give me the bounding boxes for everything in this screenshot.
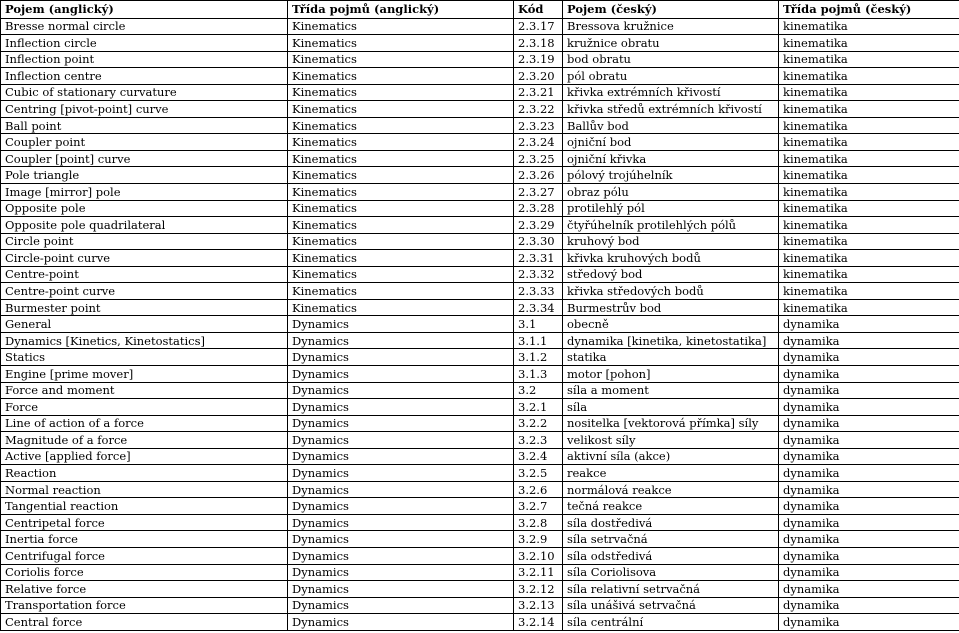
- cell-term-en: Central force: [1, 614, 288, 631]
- table-row: [1, 250, 959, 267]
- cell-code: 2.3.24: [514, 134, 563, 151]
- cell-class-en: Kinematics: [288, 117, 514, 134]
- cell-class-cz: kinematika: [779, 217, 959, 234]
- cell-term-en: Centre-point: [1, 266, 288, 283]
- cell-term-en: Engine [prime mover]: [1, 365, 288, 382]
- cell-class-en: Dynamics: [288, 481, 514, 498]
- cell-class-cz: dynamika: [779, 614, 959, 631]
- cell-term-cz: kružnice obratu: [563, 35, 779, 52]
- cell-term-cz: křivka středů extrémních křivostí: [563, 101, 779, 118]
- cell-term-cz: obraz pólu: [563, 183, 779, 200]
- cell-term-en: Tangential reaction: [1, 498, 288, 515]
- cell-class-cz: dynamika: [779, 415, 959, 432]
- cell-term-cz: síla relativní setrvačná: [563, 581, 779, 598]
- cell-term-cz: síla odstředivá: [563, 548, 779, 565]
- table-row: [1, 233, 959, 250]
- cell-class-cz: kinematika: [779, 134, 959, 151]
- cell-term-cz: Ballův bod: [563, 117, 779, 134]
- cell-code: 3.2: [514, 382, 563, 399]
- cell-term-en: Centrifugal force: [1, 548, 288, 565]
- table-row: [1, 18, 959, 35]
- table-row: [1, 531, 959, 548]
- cell-class-cz: kinematika: [779, 150, 959, 167]
- cell-term-en: Inertia force: [1, 531, 288, 548]
- cell-class-en: Kinematics: [288, 183, 514, 200]
- table-row: [1, 614, 959, 631]
- cell-term-en: Coriolis force: [1, 564, 288, 581]
- cell-class-cz: kinematika: [779, 68, 959, 85]
- table-row: [1, 514, 959, 531]
- table-row: [1, 432, 959, 449]
- cell-class-en: Dynamics: [288, 581, 514, 598]
- cell-class-en: Kinematics: [288, 150, 514, 167]
- cell-class-en: Kinematics: [288, 233, 514, 250]
- cell-class-cz: kinematika: [779, 84, 959, 101]
- table-row: [1, 332, 959, 349]
- cell-code: 3.2.10: [514, 548, 563, 565]
- cell-term-en: Centripetal force: [1, 514, 288, 531]
- cell-code: 2.3.20: [514, 68, 563, 85]
- cell-class-en: Kinematics: [288, 18, 514, 35]
- cell-term-cz: síla unášivá setrvačná: [563, 597, 779, 614]
- cell-term-en: Force: [1, 399, 288, 416]
- cell-code: 3.1: [514, 316, 563, 333]
- cell-code: 3.2.7: [514, 498, 563, 515]
- cell-code: 3.2.14: [514, 614, 563, 631]
- cell-code: 2.3.21: [514, 84, 563, 101]
- cell-class-en: Dynamics: [288, 614, 514, 631]
- cell-code: 3.2.13: [514, 597, 563, 614]
- cell-class-en: Kinematics: [288, 51, 514, 68]
- cell-code: 3.2.1: [514, 399, 563, 416]
- cell-term-cz: reakce: [563, 465, 779, 482]
- cell-term-en: Relative force: [1, 581, 288, 598]
- cell-class-cz: kinematika: [779, 167, 959, 184]
- cell-term-cz: motor [pohon]: [563, 365, 779, 382]
- table-header: [1, 1, 959, 19]
- cell-class-cz: kinematika: [779, 51, 959, 68]
- cell-term-en: Cubic of stationary curvature: [1, 84, 288, 101]
- cell-term-cz: středový bod: [563, 266, 779, 283]
- cell-term-en: Coupler [point] curve: [1, 150, 288, 167]
- cell-class-en: Kinematics: [288, 266, 514, 283]
- table-row: [1, 481, 959, 498]
- cell-term-en: Burmester point: [1, 299, 288, 316]
- cell-class-cz: dynamika: [779, 332, 959, 349]
- cell-class-cz: dynamika: [779, 432, 959, 449]
- cell-class-cz: kinematika: [779, 200, 959, 217]
- cell-class-cz: dynamika: [779, 548, 959, 565]
- cell-class-cz: dynamika: [779, 465, 959, 482]
- cell-term-cz: pól obratu: [563, 68, 779, 85]
- cell-code: 2.3.19: [514, 51, 563, 68]
- cell-term-en: Circle-point curve: [1, 250, 288, 267]
- cell-class-cz: kinematika: [779, 101, 959, 118]
- cell-class-cz: dynamika: [779, 481, 959, 498]
- cell-term-cz: křivka extrémních křivostí: [563, 84, 779, 101]
- cell-term-en: Pole triangle: [1, 167, 288, 184]
- cell-code: 3.2.4: [514, 448, 563, 465]
- cell-term-en: General: [1, 316, 288, 333]
- table-row: [1, 35, 959, 52]
- cell-code: 2.3.30: [514, 233, 563, 250]
- cell-class-cz: dynamika: [779, 399, 959, 416]
- cell-class-cz: dynamika: [779, 498, 959, 515]
- cell-code: 2.3.31: [514, 250, 563, 267]
- cell-code: 2.3.23: [514, 117, 563, 134]
- cell-class-en: Dynamics: [288, 597, 514, 614]
- cell-term-cz: tečná reakce: [563, 498, 779, 515]
- table-row: [1, 581, 959, 598]
- cell-class-en: Kinematics: [288, 250, 514, 267]
- header-row: [1, 1, 959, 19]
- cell-term-en: Coupler point: [1, 134, 288, 151]
- cell-term-en: Magnitude of a force: [1, 432, 288, 449]
- table-row: [1, 84, 959, 101]
- cell-term-en: Normal reaction: [1, 481, 288, 498]
- cell-class-en: Dynamics: [288, 514, 514, 531]
- cell-class-cz: kinematika: [779, 266, 959, 283]
- cell-code: 3.2.11: [514, 564, 563, 581]
- table-row: [1, 564, 959, 581]
- cell-class-en: Kinematics: [288, 200, 514, 217]
- cell-term-cz: nositelka [vektorová přímka] síly: [563, 415, 779, 432]
- cell-class-cz: dynamika: [779, 448, 959, 465]
- table-row: [1, 548, 959, 565]
- cell-term-cz: normálová reakce: [563, 481, 779, 498]
- cell-class-cz: kinematika: [779, 183, 959, 200]
- cell-term-cz: Bressova kružnice: [563, 18, 779, 35]
- cell-class-en: Dynamics: [288, 448, 514, 465]
- cell-term-cz: síla a moment: [563, 382, 779, 399]
- table-row: [1, 365, 959, 382]
- cell-code: 2.3.28: [514, 200, 563, 217]
- cell-code: 3.1.2: [514, 349, 563, 366]
- cell-code: 2.3.34: [514, 299, 563, 316]
- cell-class-cz: kinematika: [779, 250, 959, 267]
- table-row: [1, 299, 959, 316]
- cell-term-cz: bod obratu: [563, 51, 779, 68]
- table-row: [1, 415, 959, 432]
- cell-term-en: Ball point: [1, 117, 288, 134]
- table-row: [1, 51, 959, 68]
- cell-term-en: Image [mirror] pole: [1, 183, 288, 200]
- header-code: Kód: [514, 1, 563, 19]
- cell-term-cz: síla dostředivá: [563, 514, 779, 531]
- cell-term-cz: statika: [563, 349, 779, 366]
- cell-term-cz: síla Coriolisova: [563, 564, 779, 581]
- cell-term-en: Centring [pivot-point] curve: [1, 101, 288, 118]
- table-row: [1, 266, 959, 283]
- cell-term-en: Line of action of a force: [1, 415, 288, 432]
- cell-term-en: Opposite pole quadrilateral: [1, 217, 288, 234]
- cell-class-en: Dynamics: [288, 415, 514, 432]
- cell-code: 2.3.32: [514, 266, 563, 283]
- table-row: [1, 134, 959, 151]
- table-row: [1, 283, 959, 300]
- cell-term-cz: aktivní síla (akce): [563, 448, 779, 465]
- cell-class-cz: dynamika: [779, 564, 959, 581]
- cell-class-cz: kinematika: [779, 35, 959, 52]
- cell-code: 2.3.25: [514, 150, 563, 167]
- table-row: [1, 117, 959, 134]
- cell-class-en: Kinematics: [288, 167, 514, 184]
- cell-class-cz: kinematika: [779, 283, 959, 300]
- cell-class-en: Dynamics: [288, 432, 514, 449]
- cell-class-en: Kinematics: [288, 299, 514, 316]
- cell-term-en: Inflection centre: [1, 68, 288, 85]
- cell-term-cz: dynamika [kinetika, kinetostatika]: [563, 332, 779, 349]
- cell-code: 3.2.9: [514, 531, 563, 548]
- cell-term-en: Dynamics [Kinetics, Kinetostatics]: [1, 332, 288, 349]
- cell-term-cz: pólový trojúhelník: [563, 167, 779, 184]
- cell-code: 2.3.17: [514, 18, 563, 35]
- cell-class-cz: dynamika: [779, 597, 959, 614]
- table-row: [1, 448, 959, 465]
- table-row: [1, 167, 959, 184]
- cell-class-en: Dynamics: [288, 399, 514, 416]
- cell-class-cz: kinematika: [779, 299, 959, 316]
- cell-class-en: Kinematics: [288, 68, 514, 85]
- cell-code: 3.2.5: [514, 465, 563, 482]
- cell-class-cz: kinematika: [779, 117, 959, 134]
- header-class-cz: Třída pojmů (český): [779, 1, 959, 19]
- cell-code: 3.2.3: [514, 432, 563, 449]
- table-body: [1, 18, 959, 630]
- cell-code: 2.3.18: [514, 35, 563, 52]
- cell-term-en: Reaction: [1, 465, 288, 482]
- cell-term-cz: síla: [563, 399, 779, 416]
- cell-code: 3.2.2: [514, 415, 563, 432]
- cell-class-cz: dynamika: [779, 382, 959, 399]
- cell-code: 3.2.12: [514, 581, 563, 598]
- cell-class-en: Dynamics: [288, 382, 514, 399]
- cell-class-en: Kinematics: [288, 217, 514, 234]
- cell-code: 2.3.27: [514, 183, 563, 200]
- cell-term-en: Transportation force: [1, 597, 288, 614]
- cell-class-en: Dynamics: [288, 332, 514, 349]
- cell-class-cz: dynamika: [779, 531, 959, 548]
- cell-term-en: Bresse normal circle: [1, 18, 288, 35]
- cell-term-en: Opposite pole: [1, 200, 288, 217]
- cell-class-cz: dynamika: [779, 514, 959, 531]
- cell-class-cz: kinematika: [779, 233, 959, 250]
- cell-code: 2.3.26: [514, 167, 563, 184]
- table-row: [1, 68, 959, 85]
- cell-class-en: Dynamics: [288, 548, 514, 565]
- cell-code: 3.1.1: [514, 332, 563, 349]
- cell-class-en: Dynamics: [288, 564, 514, 581]
- cell-class-cz: dynamika: [779, 349, 959, 366]
- cell-class-en: Dynamics: [288, 316, 514, 333]
- header-class-en: Třída pojmů (anglický): [288, 1, 514, 19]
- cell-term-cz: ojniční křivka: [563, 150, 779, 167]
- table-row: [1, 349, 959, 366]
- cell-term-cz: křivka středových bodů: [563, 283, 779, 300]
- table-row: [1, 217, 959, 234]
- cell-term-cz: kruhový bod: [563, 233, 779, 250]
- cell-term-en: Centre-point curve: [1, 283, 288, 300]
- table-row: [1, 200, 959, 217]
- cell-term-en: Active [applied force]: [1, 448, 288, 465]
- cell-term-en: Inflection point: [1, 51, 288, 68]
- cell-code: 3.2.8: [514, 514, 563, 531]
- cell-class-cz: dynamika: [779, 365, 959, 382]
- cell-term-en: Inflection circle: [1, 35, 288, 52]
- cell-class-en: Kinematics: [288, 101, 514, 118]
- cell-class-en: Dynamics: [288, 498, 514, 515]
- cell-class-en: Dynamics: [288, 365, 514, 382]
- cell-term-cz: velikost síly: [563, 432, 779, 449]
- cell-code: 3.1.3: [514, 365, 563, 382]
- table-row: [1, 101, 959, 118]
- cell-class-en: Kinematics: [288, 84, 514, 101]
- cell-term-cz: síla centrální: [563, 614, 779, 631]
- cell-term-cz: obecně: [563, 316, 779, 333]
- cell-class-en: Dynamics: [288, 531, 514, 548]
- cell-term-en: Force and moment: [1, 382, 288, 399]
- header-term-en: Pojem (anglický): [1, 1, 288, 19]
- cell-class-cz: dynamika: [779, 581, 959, 598]
- cell-code: 3.2.6: [514, 481, 563, 498]
- table-row: [1, 597, 959, 614]
- cell-class-en: Dynamics: [288, 465, 514, 482]
- cell-code: 2.3.29: [514, 217, 563, 234]
- cell-term-cz: síla setrvačná: [563, 531, 779, 548]
- cell-term-cz: Burmestrův bod: [563, 299, 779, 316]
- cell-term-en: Statics: [1, 349, 288, 366]
- cell-code: 2.3.22: [514, 101, 563, 118]
- cell-term-cz: ojniční bod: [563, 134, 779, 151]
- cell-class-cz: kinematika: [779, 18, 959, 35]
- header-term-cz: Pojem (český): [563, 1, 779, 19]
- table-row: [1, 465, 959, 482]
- cell-term-cz: protilehlý pól: [563, 200, 779, 217]
- table-row: [1, 399, 959, 416]
- table-row: [1, 150, 959, 167]
- cell-class-en: Kinematics: [288, 134, 514, 151]
- cell-class-en: Kinematics: [288, 35, 514, 52]
- cell-class-en: Kinematics: [288, 283, 514, 300]
- cell-class-cz: dynamika: [779, 316, 959, 333]
- table-row: [1, 316, 959, 333]
- table-row: [1, 183, 959, 200]
- cell-code: 2.3.33: [514, 283, 563, 300]
- cell-class-en: Dynamics: [288, 349, 514, 366]
- table-row: [1, 382, 959, 399]
- table-row: [1, 498, 959, 515]
- cell-term-cz: křivka kruhových bodů: [563, 250, 779, 267]
- cell-term-en: Circle point: [1, 233, 288, 250]
- cell-term-cz: čtyřúhelník protilehlých pólů: [563, 217, 779, 234]
